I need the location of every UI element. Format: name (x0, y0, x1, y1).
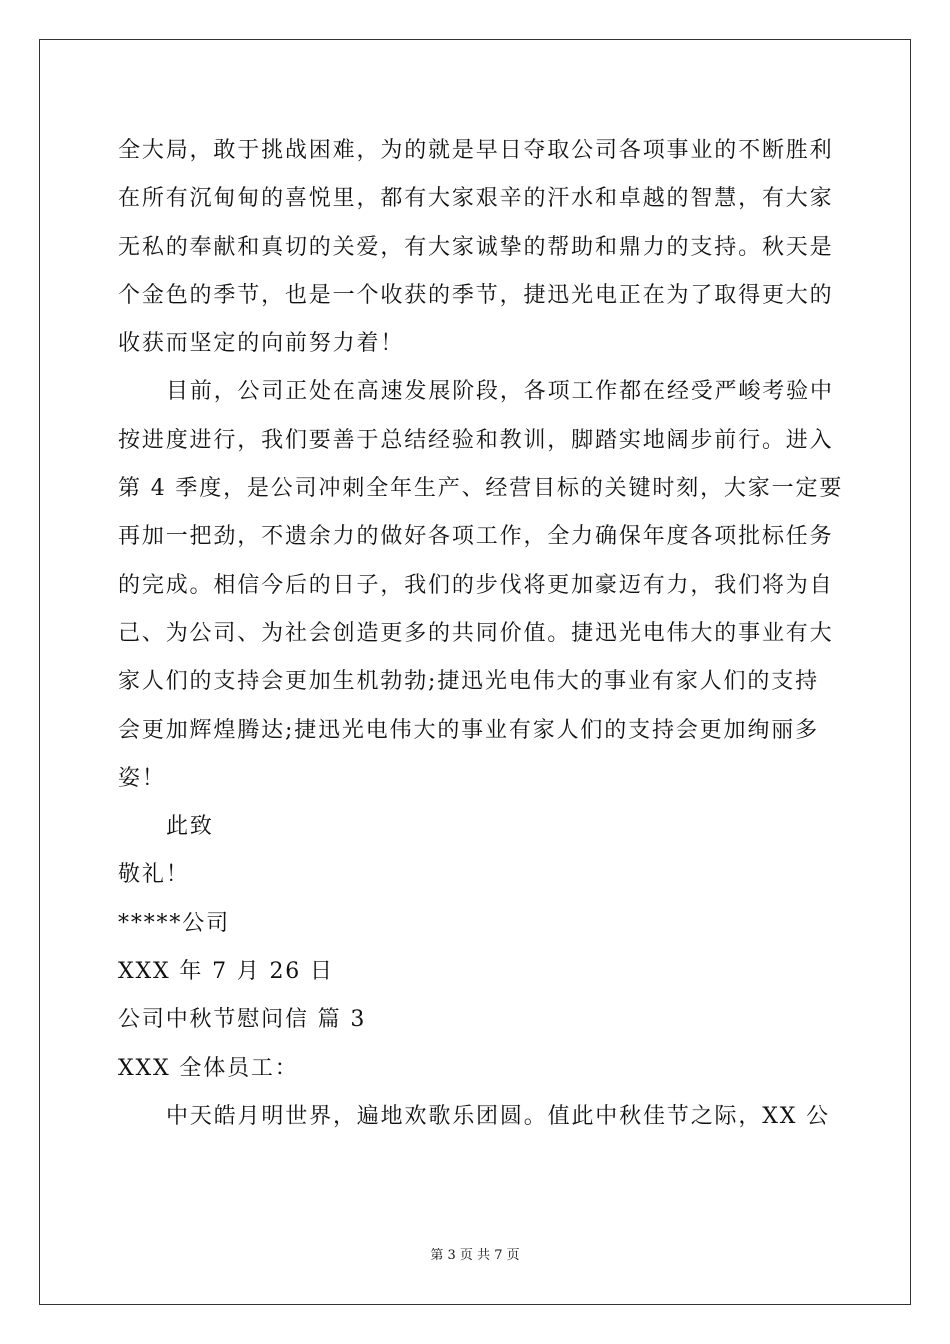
text-line: 第 4 季度，是公司冲刺全年生产、经营目标的关键时刻，大家一定要 (118, 476, 844, 502)
text-line: 家人们的支持会更加生机勃勃;捷迅光电伟大的事业有家人们的支持 (118, 669, 819, 695)
closing-respect: 敬礼！ (118, 862, 190, 888)
text-line: 无私的奉献和真切的关爱，有大家诚挚的帮助和鼎力的支持。秋天是 (118, 234, 834, 260)
document-body (118, 127, 844, 1141)
letter-recipient: XXX 全体员工： (118, 1055, 299, 1081)
paragraph-start-line: 目前，公司正处在高速发展阶段，各项工作都在经受严峻考验中 (166, 379, 834, 405)
section-title: 公司中秋节慰问信 篇 3 (118, 1007, 367, 1033)
text-line: 姿！ (118, 765, 166, 791)
signature-company: *****公司 (118, 910, 230, 936)
text-line: 全大局，敢于挑战困难，为的就是早日夺取公司各项事业的不断胜利 (118, 138, 834, 163)
signature-date: XXX 年 7 月 26 日 (118, 959, 334, 985)
text-line: 收获而坚定的向前努力着！ (118, 331, 405, 357)
text-line: 己、为公司、为社会创造更多的共同价值。捷迅光电伟大的事业有大 (118, 620, 834, 646)
paragraph-start-line: 中天皓月明世界，遍地欢歌乐团圆。值此中秋佳节之际，XX 公 (166, 1103, 830, 1129)
text-line: 再加一把劲，不遗余力的做好各项工作，全力确保年度各项批标任务 (118, 524, 834, 550)
closing-salutation: 此致 (166, 814, 214, 840)
text-line: 个金色的季节，也是一个收获的季节，捷迅光电正在为了取得更大的 (118, 282, 834, 308)
page-footer: 第 3 页 共 7 页 (430, 1248, 520, 1263)
text-line: 的完成。相信今后的日子，我们的步伐将更加豪迈有力，我们将为自 (118, 572, 834, 598)
text-line: 会更加辉煌腾达;捷迅光电伟大的事业有家人们的支持会更加绚丽多 (118, 717, 819, 743)
text-line: 在所有沉甸甸的喜悦里，都有大家艰辛的汗水和卓越的智慧，有大家 (118, 186, 834, 212)
text-line: 按进度进行，我们要善于总结经验和教训，脚踏实地阔步前行。进入 (118, 427, 834, 453)
